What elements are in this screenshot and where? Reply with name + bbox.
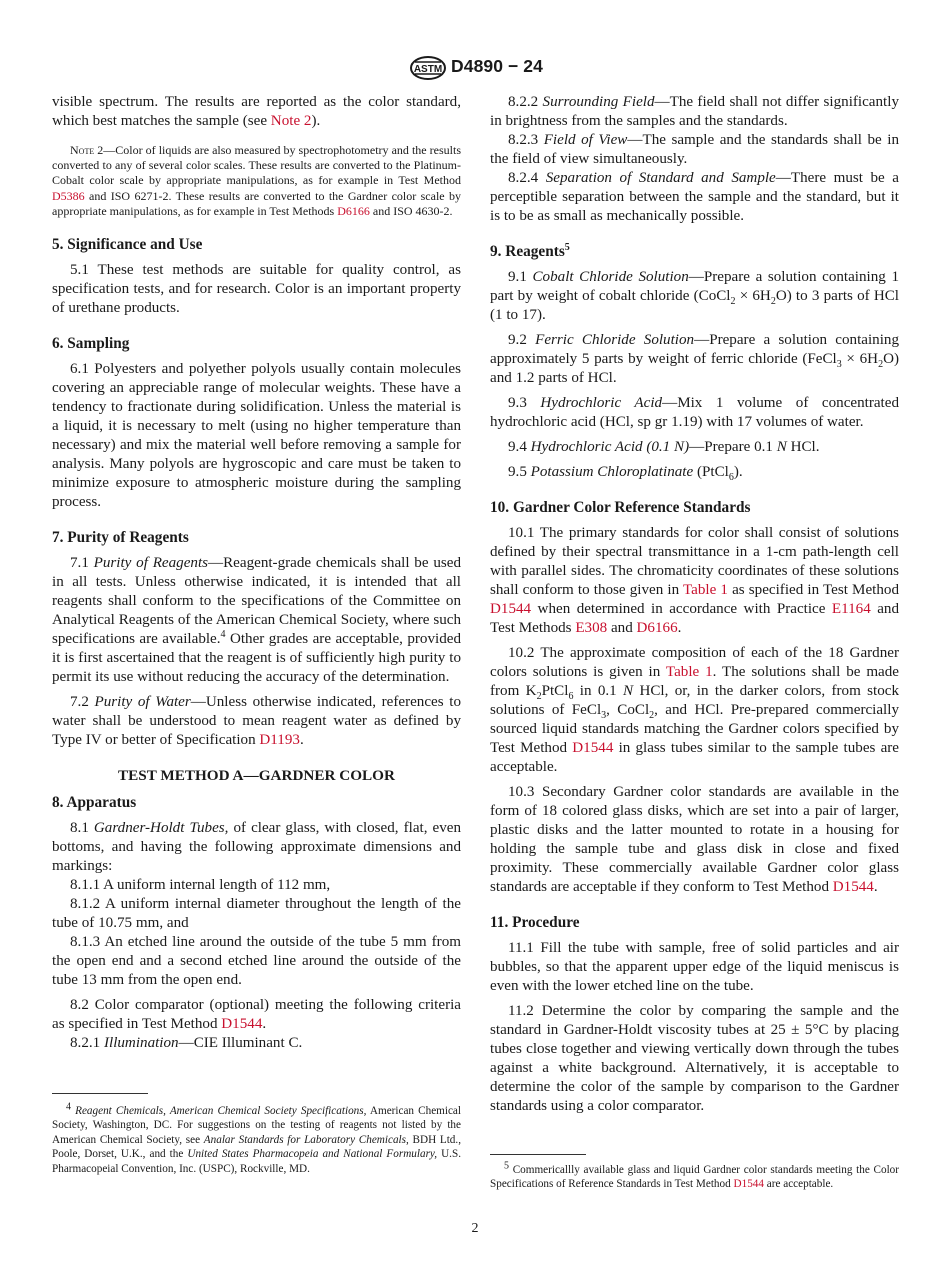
paragraph-8-1-1: 8.1.1 A uniform internal length of 112 mm, bbox=[70, 877, 331, 894]
paragraph-9-2: 9.2 Ferric Chloride Solution—Prepare a solution containing approximately 5 parts by weight of ferric chloride (FeCl$_3$ × $6H_2O$) and 1.2 parts of HCl. bbox=[490, 332, 900, 386]
note-2-link[interactable]: Note 2 bbox=[270, 113, 312, 129]
paragraph-9-4: 9.4 Hydrochloric Acid (0.1 N)—Prepare 0.1 N HCl. bbox=[508, 439, 820, 455]
paragraph-9-3: 9.3 Hydrochloric Acid—Mix 1 volume of concentrated hydrochloric acid (HCl, sp gr 1.19) with 17 volumes of water. bbox=[490, 395, 899, 430]
right-column bbox=[490, 93, 899, 1116]
footnote-rule bbox=[490, 1154, 586, 1155]
test-method-a-heading: TEST METHOD A—GARDNER COLOR bbox=[118, 767, 395, 785]
table-1-link[interactable]: Table 1 bbox=[665, 664, 713, 680]
paragraph-8-2-4: 8.2.4 Separation of Standard and Sample—There must be a perceptible separation between the sample and the standard, but it is to be as small as mechanically possible. bbox=[490, 170, 899, 224]
left-column bbox=[52, 93, 461, 1053]
paragraph-10-1: 10.1 The primary standards for color shall consist of solutions defined by their spectral transmittance in a 1-cm path-length cell with parallel sides. The chromaticity coordinates of these solutions shall conform to those given in Table 1 as specified in Test Method D1544 when determined in accordance with Practice E1164 and Test Methods E308 and D6166. bbox=[490, 525, 899, 636]
paragraph-11-1: 11.1 Fill the tube with sample, free of solid particles and air bubbles, so that the apparent upper edge of the liquid meniscus is even with the lower etched line on the tube. bbox=[490, 940, 899, 994]
table-1-link[interactable]: Table 1 bbox=[682, 582, 728, 598]
paragraph-7-1: 7.1 Purity of Reagents—Reagent-grade chemicals shall be used in all tests. Unless otherwise indicated, it is intended that all reagents shall conform to the specifications of the Committee on Analytical Reagents of the American Chemical Society, where such specifications are available.$^4$ Other grades are acceptable, provided it is first ascertained that the reagent is of sufficiently high purity to permit its use without reducing the accuracy of the determination. bbox=[52, 555, 462, 686]
section-7-heading: 7. Purity of Reagents bbox=[52, 529, 189, 547]
section-5-heading: 5. Significance and Use bbox=[52, 236, 203, 254]
paragraph-8-1-2: 8.1.2 A uniform internal diameter throughout the length of the tube of 10.75 mm, and bbox=[52, 896, 461, 932]
footnote-5: $^5$ Commericallly available glass and liquid Gardner color standards meeting the Color Specifications of Reference Standards in Test Method D1544 are acceptable. bbox=[490, 1160, 899, 1191]
paragraph-8-1-3: 8.1.3 An etched line around the outside of the tube 5 mm from the open end and a second etched line around the outside of the tube 13 mm from the open end. bbox=[52, 934, 461, 989]
d1544-link[interactable]: D1544 bbox=[572, 740, 614, 756]
d1544-link[interactable]: D1544 bbox=[733, 1178, 764, 1191]
paragraph-6-1: 6.1 Polyesters and polyether polyols usually contain molecules covering an appreciable range of molecular weights. These have a tendency to fractionate during solidification. Unless the material is a liquid, it is necessary to melt (using no higher temperature than necessary) and mix the material well before removing a sample for analysis. Many polyols are hygroscopic and care must be taken to minimize exposure to atmospheric moisture during the sampling process. bbox=[52, 361, 461, 511]
paragraph-5-1: 5.1 These test methods are suitable for quality control, as specification tests, and for research. Color is an important property of urethane products. bbox=[52, 262, 461, 317]
section-8-heading: 8. Apparatus bbox=[52, 794, 137, 812]
section-9-heading: 9. Reagents$^5$ bbox=[490, 241, 570, 260]
paragraph-11-2: 11.2 Determine the color by comparing the sample and the standard in Gardner-Holdt viscosity tubes at 25 ± 5°C by placing tubes close together and viewing vertically down through the tubes against a white background. Alternatively, it is acceptable to determine the color of the sample by comparison to the Gardner standards using a color comparator. bbox=[490, 1003, 899, 1114]
document-number: D4890 − 24 bbox=[451, 56, 543, 76]
d6166-link[interactable]: D6166 bbox=[337, 203, 370, 218]
paragraph-9-1: 9.1 Cobalt Chloride Solution—Prepare a solution containing 1 part by weight of cobalt chloride (CoCl$_2$ × $6H_2O$) to 3 parts of HCl (1 to 17). bbox=[490, 269, 899, 323]
section-6-heading: 6. Sampling bbox=[52, 335, 130, 353]
paragraph-7-2: 7.2 Purity of Water—Unless otherwise indicated, references to water shall be understood to mean reagent water as defined by Type IV or better of Specification D1193. bbox=[52, 694, 462, 749]
svg-text:ASTM: ASTM bbox=[413, 64, 443, 75]
d5386-link[interactable]: D5386 bbox=[52, 188, 85, 203]
paragraph-8-2-3: 8.2.3 Field of View—The sample and the standards shall be in the field of view simultaneously. bbox=[490, 132, 899, 167]
paragraph-8-2-2: 8.2.2 Surrounding Field—The field shall not differ significantly in brightness from the samples and the standards. bbox=[490, 94, 899, 129]
e308-link[interactable]: E308 bbox=[575, 620, 608, 636]
d6166-link[interactable]: D6166 bbox=[636, 620, 678, 636]
e1164-link[interactable]: E1164 bbox=[831, 601, 871, 617]
paragraph-10-2: 10.2 The approximate composition of each of the 18 Gardner colors solutions is given in Table 1. The solutions shall be made from $K_2PtCl_6$ in 0.1 N HCl, or, in the darker colors, from stock solutions of FeCl$_3$, CoCl$_2$, and HCl. Pre-prepared commercially sourced liquid standards matching the Gardner colors specified by Test Method D1544 in glass tubes similar to the sample tubes are acceptable. bbox=[490, 645, 900, 775]
footnote-4: $^4$ Reagent Chemicals, American Chemical Society Specifications, American Chemical Society, Washington, DC. For suggestions on the testing of reagents not listed by the American Chemical Society, see Analar Standards for Laboratory Chemicals, BDH Ltd., Poole, Dorset, U.K., and the United States Pharmacopeia and National Formulary, U.S. Pharmacopeial Convention, Inc. (USPC), Rockville, MD. bbox=[52, 1101, 462, 1175]
paragraph-9-5: 9.5 Potassium Chloroplatinate (PtCl$_6$). bbox=[508, 464, 743, 484]
paragraph-8-1: 8.1 Gardner-Holdt Tubes, of clear glass, with closed, flat, even bottoms, and having the following approximate dimensions and markings: bbox=[52, 820, 462, 875]
paragraph-continued: visible spectrum. The results are reported as the color standard, which best matches the sample (see Note 2). bbox=[52, 94, 461, 129]
paragraph-10-3: 10.3 Secondary Gardner color standards are available in the form of 18 colored glass disks, which are set into a pair of larger, plastic disks and the latter mounted to rotate in a housing for holding the sample tube and glass disk in close and fixed proximity. These commercially available Gardner color glass standards are acceptable if they conform to Test Method D1544. bbox=[490, 784, 899, 895]
page-header bbox=[0, 52, 950, 86]
d1544-link[interactable]: D1544 bbox=[221, 1016, 263, 1033]
footnote-rule bbox=[52, 1093, 148, 1094]
section-10-heading: 10. Gardner Color Reference Standards bbox=[490, 499, 751, 516]
astm-logo-icon bbox=[409, 55, 447, 81]
d1544-link[interactable]: D1544 bbox=[490, 601, 532, 617]
page-number: 2 bbox=[471, 1221, 479, 1236]
d1193-link[interactable]: D1193 bbox=[259, 732, 300, 749]
paragraph-8-2-1: 8.2.1 Illumination—CIE Illuminant C. bbox=[70, 1035, 303, 1052]
section-11-heading: 11. Procedure bbox=[490, 914, 580, 931]
paragraph-8-2: 8.2 Color comparator (optional) meeting the following criteria as specified in Test Method D1544. bbox=[52, 997, 461, 1033]
d1544-link[interactable]: D1544 bbox=[832, 879, 874, 895]
note-2: Note 2—Color of liquids are also measured by spectrophotometry and the results converted to any of several color scales. These results are converted to the Platinum-Cobalt color scale by appropriate manipulations, as for example in Test Method D5386 and ISO 6271-2. These results are converted to the Gardner color scale by appropriate manipulations, as for example in Test Methods D6166 and ISO 4630-2. bbox=[52, 143, 461, 218]
